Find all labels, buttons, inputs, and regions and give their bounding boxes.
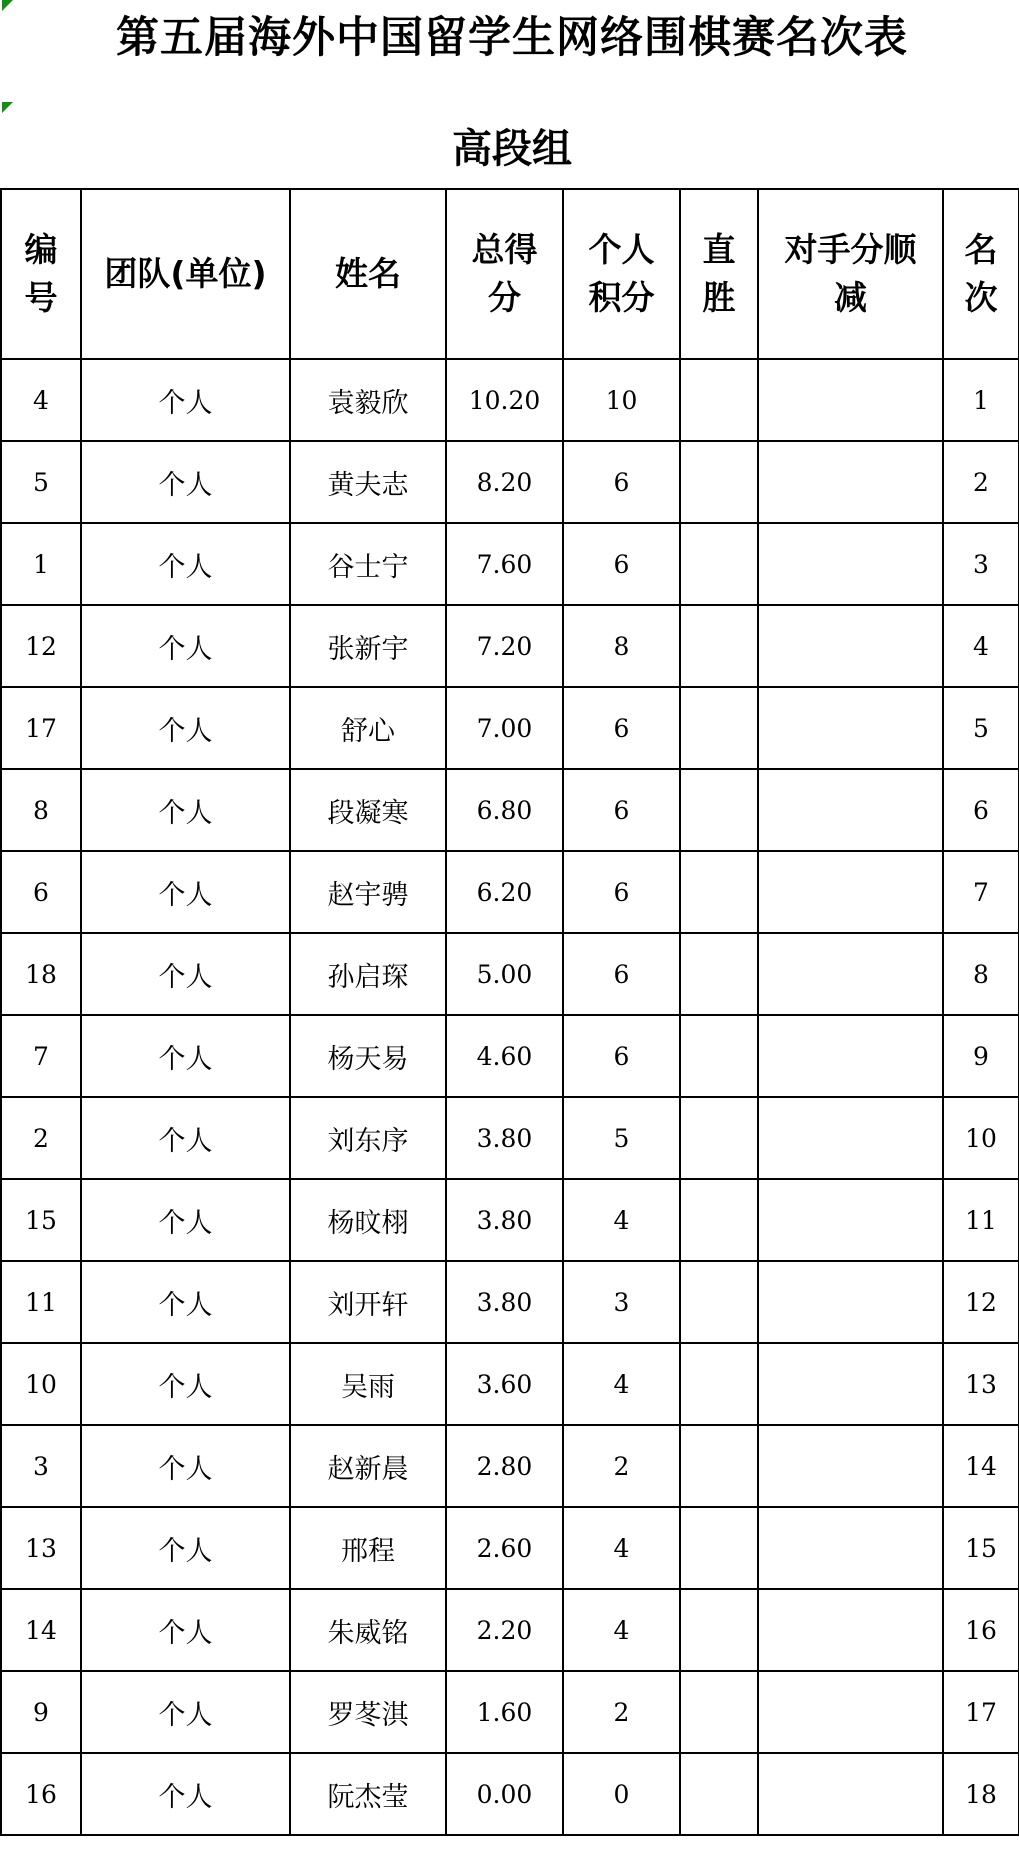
team-cell: 个人 bbox=[81, 1671, 290, 1753]
rank-cell: 11 bbox=[943, 1179, 1019, 1261]
cell-marker-icon bbox=[2, 102, 13, 113]
header-total bbox=[446, 189, 563, 359]
opp-cell bbox=[758, 1097, 943, 1179]
id-cell: 11 bbox=[1, 1261, 81, 1343]
points-cell: 4 bbox=[563, 1179, 680, 1261]
header-row bbox=[1, 189, 1019, 359]
id-cell: 6 bbox=[1, 851, 81, 933]
total-cell: 7.20 bbox=[446, 605, 563, 687]
table-row bbox=[1, 1671, 1019, 1753]
rank-cell: 9 bbox=[943, 1015, 1019, 1097]
header-opp-line2: 减 bbox=[834, 278, 867, 317]
header-rank-line2: 次 bbox=[964, 278, 998, 317]
header-total-line1: 总得 bbox=[471, 230, 538, 269]
table-row bbox=[1, 1753, 1019, 1835]
id-cell: 4 bbox=[1, 359, 81, 441]
rank-cell: 4 bbox=[943, 605, 1019, 687]
rank-cell: 3 bbox=[943, 523, 1019, 605]
table-row bbox=[1, 605, 1019, 687]
header-id-line2: 号 bbox=[24, 278, 58, 317]
team-cell: 个人 bbox=[81, 605, 290, 687]
table-row bbox=[1, 1015, 1019, 1097]
total-cell: 10.20 bbox=[446, 359, 563, 441]
total-cell: 3.60 bbox=[446, 1343, 563, 1425]
name-cell: 杨旼栩 bbox=[290, 1179, 446, 1261]
table-row bbox=[1, 359, 1019, 441]
total-cell: 6.20 bbox=[446, 851, 563, 933]
points-cell: 6 bbox=[563, 1015, 680, 1097]
rank-cell: 10 bbox=[943, 1097, 1019, 1179]
total-cell: 0.00 bbox=[446, 1753, 563, 1835]
direct-cell bbox=[680, 687, 758, 769]
total-cell: 3.80 bbox=[446, 1261, 563, 1343]
rank-cell: 8 bbox=[943, 933, 1019, 1015]
name-cell: 段凝寒 bbox=[290, 769, 446, 851]
rank-cell: 6 bbox=[943, 769, 1019, 851]
header-points-line2: 积分 bbox=[588, 278, 655, 317]
team-cell: 个人 bbox=[81, 851, 290, 933]
table-row bbox=[1, 523, 1019, 605]
header-id-line1: 编 bbox=[24, 230, 58, 269]
rank-cell: 5 bbox=[943, 687, 1019, 769]
header-team-line1: 团队(单位) bbox=[104, 254, 267, 293]
total-cell: 8.20 bbox=[446, 441, 563, 523]
opp-cell bbox=[758, 441, 943, 523]
opp-cell bbox=[758, 1179, 943, 1261]
opp-cell bbox=[758, 1261, 943, 1343]
header-direct bbox=[680, 189, 758, 359]
id-cell: 3 bbox=[1, 1425, 81, 1507]
header-rank-line1: 名 bbox=[964, 230, 998, 269]
name-cell: 罗苳淇 bbox=[290, 1671, 446, 1753]
points-cell: 4 bbox=[563, 1343, 680, 1425]
id-cell: 18 bbox=[1, 933, 81, 1015]
points-cell: 5 bbox=[563, 1097, 680, 1179]
opp-cell bbox=[758, 933, 943, 1015]
total-cell: 3.80 bbox=[446, 1179, 563, 1261]
direct-cell bbox=[680, 933, 758, 1015]
id-cell: 15 bbox=[1, 1179, 81, 1261]
table-row bbox=[1, 933, 1019, 1015]
header-direct-line1: 直 bbox=[702, 230, 736, 269]
direct-cell bbox=[680, 1343, 758, 1425]
header-name bbox=[290, 189, 446, 359]
rank-cell: 17 bbox=[943, 1671, 1019, 1753]
points-cell: 2 bbox=[563, 1425, 680, 1507]
opp-cell bbox=[758, 1343, 943, 1425]
table-row bbox=[1, 687, 1019, 769]
total-cell: 2.20 bbox=[446, 1589, 563, 1671]
rank-cell: 18 bbox=[943, 1753, 1019, 1835]
name-cell: 邢程 bbox=[290, 1507, 446, 1589]
total-cell: 6.80 bbox=[446, 769, 563, 851]
opp-cell bbox=[758, 1753, 943, 1835]
direct-cell bbox=[680, 1507, 758, 1589]
header-name-line1: 姓名 bbox=[335, 254, 401, 293]
standings-table bbox=[0, 188, 1019, 1836]
group-title: 高段组 bbox=[452, 126, 572, 172]
header-opp bbox=[758, 189, 943, 359]
rank-cell: 13 bbox=[943, 1343, 1019, 1425]
team-cell: 个人 bbox=[81, 769, 290, 851]
name-cell: 赵宇骋 bbox=[290, 851, 446, 933]
id-cell: 2 bbox=[1, 1097, 81, 1179]
direct-cell bbox=[680, 1589, 758, 1671]
name-cell: 阮杰莹 bbox=[290, 1753, 446, 1835]
direct-cell bbox=[680, 851, 758, 933]
header-direct-line2: 胜 bbox=[702, 278, 736, 317]
page-title: 第五届海外中国留学生网络围棋赛名次表 bbox=[116, 13, 908, 63]
opp-cell bbox=[758, 1015, 943, 1097]
id-cell: 8 bbox=[1, 769, 81, 851]
opp-cell bbox=[758, 687, 943, 769]
name-cell: 朱威铭 bbox=[290, 1589, 446, 1671]
total-cell: 4.60 bbox=[446, 1015, 563, 1097]
rank-cell: 12 bbox=[943, 1261, 1019, 1343]
points-cell: 2 bbox=[563, 1671, 680, 1753]
direct-cell bbox=[680, 769, 758, 851]
id-cell: 17 bbox=[1, 687, 81, 769]
header-points-line1: 个人 bbox=[588, 230, 655, 269]
direct-cell bbox=[680, 1753, 758, 1835]
direct-cell bbox=[680, 523, 758, 605]
name-cell: 刘东序 bbox=[290, 1097, 446, 1179]
team-cell: 个人 bbox=[81, 1015, 290, 1097]
rank-cell: 15 bbox=[943, 1507, 1019, 1589]
id-cell: 13 bbox=[1, 1507, 81, 1589]
direct-cell bbox=[680, 1671, 758, 1753]
opp-cell bbox=[758, 851, 943, 933]
points-cell: 8 bbox=[563, 605, 680, 687]
team-cell: 个人 bbox=[81, 1507, 290, 1589]
opp-cell bbox=[758, 769, 943, 851]
name-cell: 赵新晨 bbox=[290, 1425, 446, 1507]
total-cell: 2.60 bbox=[446, 1507, 563, 1589]
table-row bbox=[1, 851, 1019, 933]
team-cell: 个人 bbox=[81, 1589, 290, 1671]
points-cell: 4 bbox=[563, 1507, 680, 1589]
opp-cell bbox=[758, 1507, 943, 1589]
rank-cell: 2 bbox=[943, 441, 1019, 523]
opp-cell bbox=[758, 1671, 943, 1753]
id-cell: 1 bbox=[1, 523, 81, 605]
rank-cell: 7 bbox=[943, 851, 1019, 933]
points-cell: 6 bbox=[563, 687, 680, 769]
table-row bbox=[1, 1589, 1019, 1671]
name-cell: 刘开轩 bbox=[290, 1261, 446, 1343]
table-row bbox=[1, 1097, 1019, 1179]
id-cell: 9 bbox=[1, 1671, 81, 1753]
id-cell: 14 bbox=[1, 1589, 81, 1671]
points-cell: 10 bbox=[563, 359, 680, 441]
points-cell: 6 bbox=[563, 441, 680, 523]
opp-cell bbox=[758, 605, 943, 687]
name-cell: 吴雨 bbox=[290, 1343, 446, 1425]
team-cell: 个人 bbox=[81, 687, 290, 769]
direct-cell bbox=[680, 359, 758, 441]
team-cell: 个人 bbox=[81, 1261, 290, 1343]
direct-cell bbox=[680, 1015, 758, 1097]
opp-cell bbox=[758, 1425, 943, 1507]
header-rank bbox=[943, 189, 1019, 359]
id-cell: 7 bbox=[1, 1015, 81, 1097]
total-cell: 7.60 bbox=[446, 523, 563, 605]
id-cell: 5 bbox=[1, 441, 81, 523]
points-cell: 6 bbox=[563, 769, 680, 851]
name-cell: 黄夫志 bbox=[290, 441, 446, 523]
total-cell: 2.80 bbox=[446, 1425, 563, 1507]
table-row bbox=[1, 1261, 1019, 1343]
total-cell: 3.80 bbox=[446, 1097, 563, 1179]
opp-cell bbox=[758, 359, 943, 441]
header-id bbox=[1, 189, 81, 359]
team-cell: 个人 bbox=[81, 1179, 290, 1261]
points-cell: 6 bbox=[563, 851, 680, 933]
id-cell: 10 bbox=[1, 1343, 81, 1425]
direct-cell bbox=[680, 1097, 758, 1179]
name-cell: 孙启琛 bbox=[290, 933, 446, 1015]
points-cell: 6 bbox=[563, 933, 680, 1015]
team-cell: 个人 bbox=[81, 1097, 290, 1179]
total-cell: 1.60 bbox=[446, 1671, 563, 1753]
team-cell: 个人 bbox=[81, 441, 290, 523]
header-opp-line1: 对手分顺 bbox=[784, 230, 917, 269]
table-row bbox=[1, 769, 1019, 851]
name-cell: 张新宇 bbox=[290, 605, 446, 687]
total-cell: 7.00 bbox=[446, 687, 563, 769]
name-cell: 舒心 bbox=[290, 687, 446, 769]
header-team bbox=[81, 189, 290, 359]
table-row bbox=[1, 1343, 1019, 1425]
direct-cell bbox=[680, 441, 758, 523]
table-row bbox=[1, 441, 1019, 523]
name-cell: 袁毅欣 bbox=[290, 359, 446, 441]
team-cell: 个人 bbox=[81, 1753, 290, 1835]
team-cell: 个人 bbox=[81, 359, 290, 441]
id-cell: 16 bbox=[1, 1753, 81, 1835]
team-cell: 个人 bbox=[81, 933, 290, 1015]
id-cell: 12 bbox=[1, 605, 81, 687]
team-cell: 个人 bbox=[81, 1343, 290, 1425]
points-cell: 0 bbox=[563, 1753, 680, 1835]
rank-cell: 16 bbox=[943, 1589, 1019, 1671]
header-total-line2: 分 bbox=[488, 278, 521, 317]
table-row bbox=[1, 1425, 1019, 1507]
name-cell: 杨天易 bbox=[290, 1015, 446, 1097]
team-cell: 个人 bbox=[81, 1425, 290, 1507]
name-cell: 谷士宁 bbox=[290, 523, 446, 605]
rank-cell: 14 bbox=[943, 1425, 1019, 1507]
table-body bbox=[1, 359, 1019, 1835]
points-cell: 3 bbox=[563, 1261, 680, 1343]
table-row bbox=[1, 1179, 1019, 1261]
direct-cell bbox=[680, 605, 758, 687]
header-points bbox=[563, 189, 680, 359]
team-cell: 个人 bbox=[81, 523, 290, 605]
opp-cell bbox=[758, 1589, 943, 1671]
points-cell: 4 bbox=[563, 1589, 680, 1671]
rank-cell: 1 bbox=[943, 359, 1019, 441]
total-cell: 5.00 bbox=[446, 933, 563, 1015]
direct-cell bbox=[680, 1425, 758, 1507]
table-row bbox=[1, 1507, 1019, 1589]
direct-cell bbox=[680, 1179, 758, 1261]
direct-cell bbox=[680, 1261, 758, 1343]
points-cell: 6 bbox=[563, 523, 680, 605]
opp-cell bbox=[758, 523, 943, 605]
